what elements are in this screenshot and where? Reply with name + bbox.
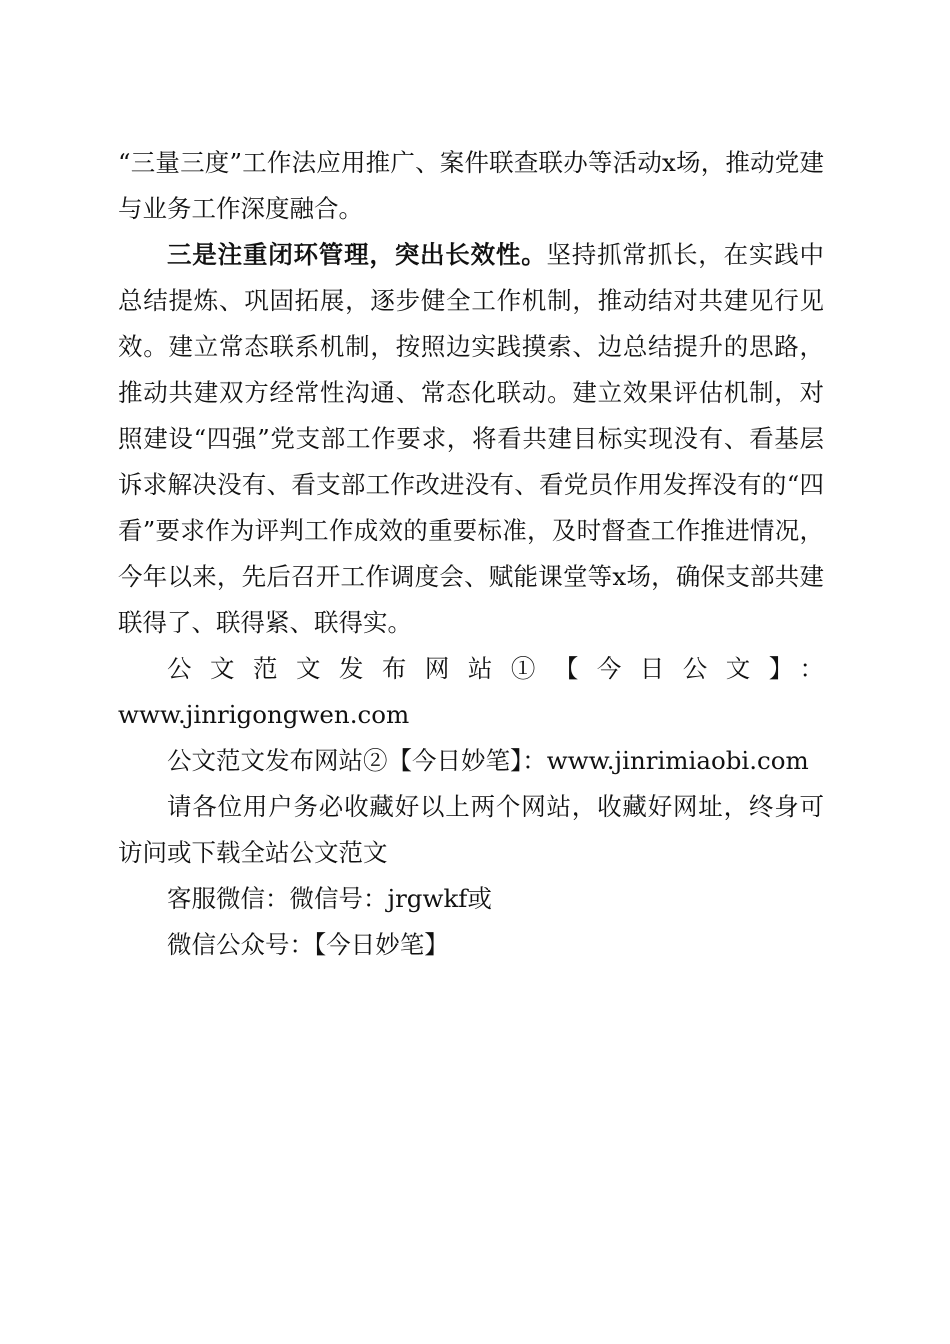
paragraph-2-text: 坚持抓常抓长，在实践中总结提炼、巩固拓展，逐步健全工作机制，推动结对共建见行见效。建立常态联系机制，按照边实践摸索、边总结提升的思路，推动共建双方经常性沟通、常态化联动。建立效果评估机制，对照建设“四强”党支部工作要求，将看共建目标实现没有、看基层诉求解决没有、看支部工作改进没有、看党员作用发挥没有的“四看”要求作为评判工作成效的重要标准，及时督查工作推进情况，今年以来，先后召开工作调度会、赋能课堂等x场，确保支部共建联得了、联得紧、联得实。: [118, 240, 824, 637]
site-2-url[interactable]: www.jinrimiaobi.com: [546, 746, 809, 775]
wechat-text: 客服微信：微信号：jrgwkf或: [167, 884, 492, 913]
site-1-label: 公文范文发布网站①【今日公文】：: [167, 654, 824, 683]
site-2-label: 公文范文发布网站②【今日妙笔】：: [167, 746, 547, 775]
site-1-url[interactable]: www.jinrigongwen.com: [118, 700, 410, 729]
document-page: [118, 140, 824, 968]
site-2-line: [118, 738, 824, 784]
paragraph-2-heading: 三是注重闭环管理，突出长效性。: [167, 240, 547, 269]
paragraph-1-text: “三量三度”工作法应用推广、案件联查联办等活动x场，推动党建与业务工作深度融合。: [118, 148, 824, 223]
paragraph-1: [118, 140, 824, 232]
notice-paragraph: [118, 784, 824, 876]
wechat-line: [118, 876, 824, 922]
official-account-text: 微信公众号：【今日妙笔】: [167, 930, 449, 959]
paragraph-2: [118, 232, 824, 646]
site-1-line: [118, 646, 824, 692]
site-1-url-line: [118, 692, 824, 738]
notice-text: 请各位用户务必收藏好以上两个网站，收藏好网址，终身可访问或下载全站公文范文: [118, 792, 824, 867]
official-account-line: [118, 922, 824, 968]
